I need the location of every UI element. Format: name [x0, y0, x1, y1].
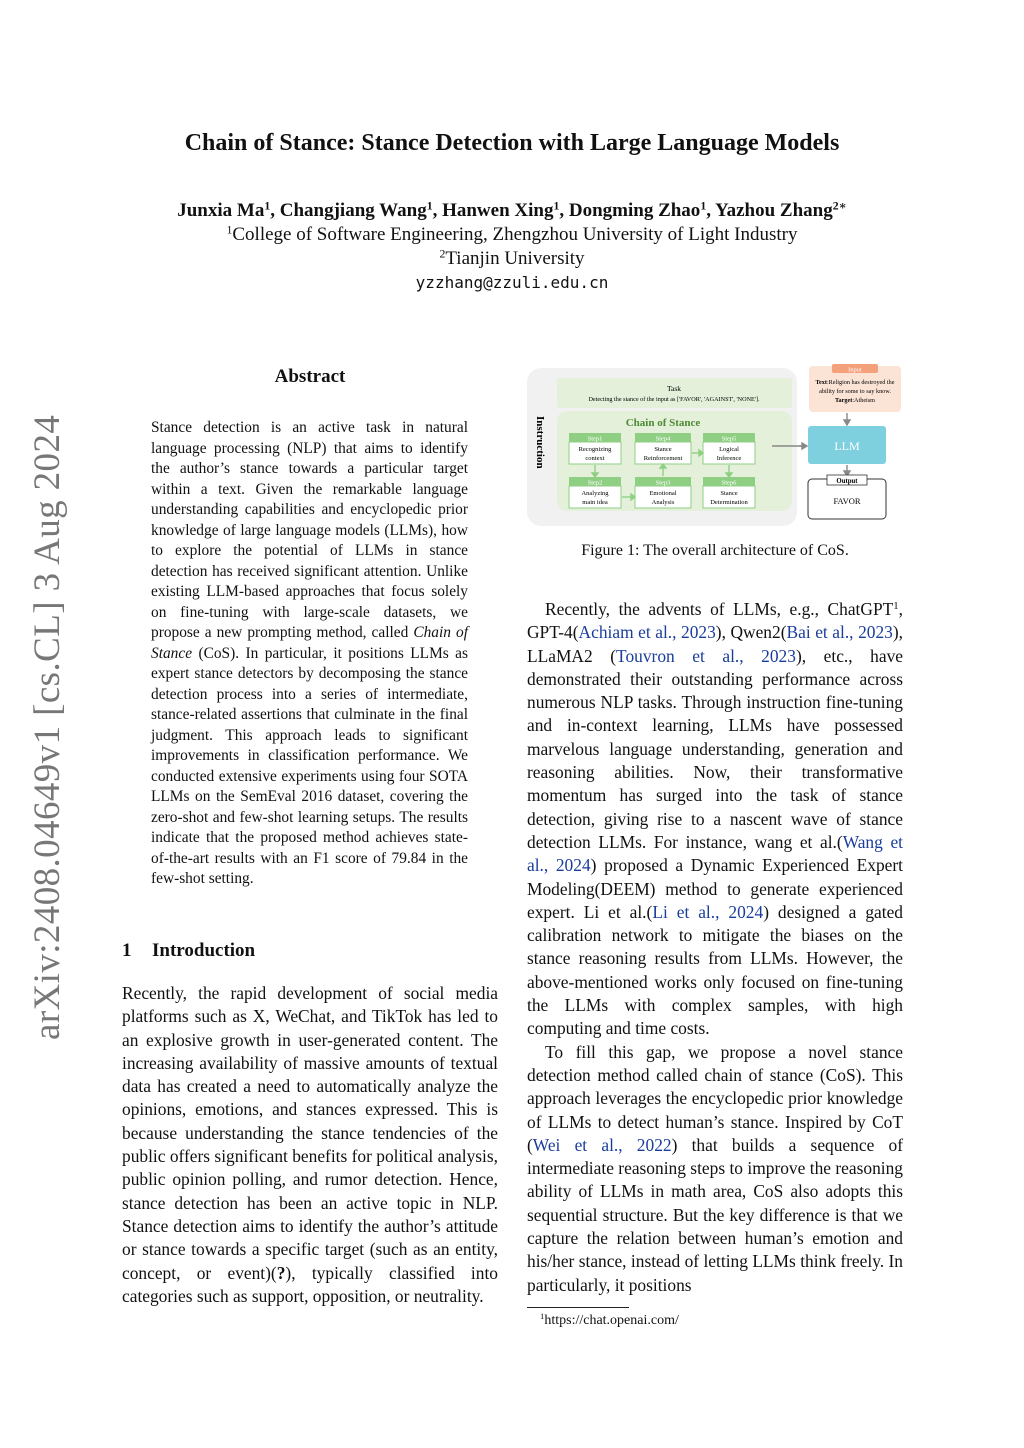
author-mark: 1 [264, 199, 271, 213]
affiliation-text: College of Software Engineering, Zhengzhou University of Light Industry [232, 224, 798, 245]
footnote-mark: 1 [540, 1311, 545, 1322]
affiliation-text: Tianjin University [445, 248, 585, 269]
step-label: Step1 [587, 435, 603, 443]
affiliation-2 [0, 248, 1024, 270]
citation-link[interactable]: Achiam et al., 2023 [578, 622, 716, 643]
step-text: Emotional [649, 490, 677, 497]
output-box [808, 475, 886, 519]
body-text: ) proposed a Dynamic Experienced Expert Modeling(DEEM) method to generate experienced expert. Li et al.( [527, 855, 904, 922]
step-label: Step4 [655, 435, 671, 443]
step-text: Determination [710, 499, 748, 506]
body-text: Recently, the rapid development of social media platforms such as X, WeChat, and TikTok has led to an explosive growth in user-generated content. The increasing availability of massive amounts of textual data has created a need to automatically analyze the opinions, emotions, and stances expressed. This is because understanding the stance tendencies of the public offers significant benefits for political analysis, public opinion polling, and rumor detection. Hence, stance detection has been an active topic in NLP. Stance detection aims to identify the author’s attitude or stance towards a specific target (such as an entity, concept, or event)( [122, 983, 498, 1283]
paper-title: Chain of Stance: Stance Detection with Large Language Models [184, 130, 840, 156]
input-key: Text [815, 379, 827, 386]
figure-caption: Figure 1: The overall architecture of CoS. [581, 542, 849, 559]
step-text: Stance [720, 490, 738, 497]
author-name: Hanwen Xing [442, 200, 554, 221]
citation-link[interactable]: Touvron et al., 2023 [616, 645, 796, 666]
author-mark: 2∗ [832, 199, 847, 213]
contact-email[interactable]: yzzhang@zzuli.edu.cn [415, 273, 609, 292]
author-name: Changjiang Wang [279, 200, 427, 221]
step-label: Step6 [721, 479, 737, 487]
step-text: Reinforcement [643, 455, 683, 462]
step-box-6 [703, 477, 755, 508]
citation-link[interactable]: Wang et al., 2024 [527, 831, 903, 876]
step-text: Analyzing [581, 490, 609, 497]
step-label: Step5 [721, 435, 737, 443]
abstract-body [151, 418, 468, 890]
step-text: Analysis [651, 499, 675, 506]
footnote-rule [527, 1307, 629, 1308]
author-mark: 1 [553, 199, 560, 213]
author-mark: 1 [426, 199, 433, 213]
step-box-3 [635, 477, 691, 508]
arxiv-side-stamp: arXiv:2408.04649v1 [cs.CL] 3 Aug 2024 [27, 414, 68, 1040]
input-key: Target [835, 397, 853, 404]
output-value: FAVOR [833, 496, 861, 506]
author-name: Junxia Ma [177, 200, 265, 221]
input-text: ability for some to say know. [819, 388, 891, 395]
body-paragraph [527, 1041, 903, 1297]
affiliation-1 [0, 224, 1024, 246]
body-text: Recently, the advents of LLMs, e.g., ChatGPT [545, 599, 894, 619]
input-label: Input [848, 366, 862, 374]
method-name: Chain of Stance [151, 624, 468, 662]
svg-text:Text:Religion has destroyed th [815, 379, 894, 386]
abstract-text: Stance detection is an active task in natural language processing (NLP) that aims to identify the author’s stance towards a particular target within a text. Given the remarkable language understanding capabilities and encyclopedic prior knowledge of large language models (LLMs), how to explore the potential of LLMs in stance detection has received significant attention. Unlike existing LLM-based approaches that focus solely on fine-tuning with large-scale datasets, we propose a new prompting method, called [151, 419, 468, 641]
step-box-1 [569, 433, 621, 464]
step-label: Step2 [587, 479, 603, 487]
input-text: :Atheism [852, 397, 875, 404]
section-heading [122, 940, 255, 962]
citation-link[interactable]: Wei et al., 2022 [532, 1134, 672, 1155]
body-text: , GPT-4( [527, 599, 903, 643]
llm-label: LLM [834, 439, 860, 453]
section-number: 1 [122, 940, 132, 961]
chain-title: Chain of Stance [625, 417, 701, 429]
affiliation-mark: 1 [226, 223, 233, 237]
footnote-url[interactable]: https://chat.openai.com/ [544, 1313, 679, 1328]
author-list: Junxia Ma$^1$, Changjiang Wang$^1$, Hanwen Xing$^1$, Dongming Zhao$^1$, Yazhou Zhang$^{2∗}$ [177, 199, 847, 221]
step-text: Recognizing [578, 446, 612, 453]
author-name: Yazhou Zhang [715, 200, 833, 221]
input-box [809, 364, 901, 412]
step-label: Step3 [655, 479, 671, 487]
abstract-text: (CoS). In particular, it positions LLMs as expert stance detectors by decomposing the stance detection process into a series of intermediate, stance-related assertions that culminate in the final judgment. This approach leads to significant improvements in classification performance. We conducted extensive experiments using four SOTA LLMs on the SemEval 2016 dataset, covering the zero-shot and few-shot learning setups. The results indicate that the proposed method achieves state-of-the-art results with an F1 score of 79.84 in the few-shot setting. [151, 644, 468, 887]
intro-paragraph [122, 982, 498, 1308]
svg-text:Target:Atheism [835, 397, 875, 404]
right-column [527, 598, 903, 1297]
body-paragraph [527, 598, 903, 1041]
task-box [557, 378, 792, 408]
author-mark: 1 [700, 199, 707, 213]
input-text: :Religion has destroyed the [826, 379, 895, 386]
body-text: ), typically classified into categories such as support, opposition, or neutrality. [122, 1262, 498, 1306]
citation-link[interactable]: Bai et al., 2023 [786, 622, 893, 643]
missing-citation: ? [276, 1262, 286, 1283]
step-box-2 [569, 477, 621, 508]
body-text: ), Qwen2( [715, 622, 787, 643]
abstract-heading: Abstract [274, 366, 346, 387]
instruction-label: Instruction [534, 416, 546, 469]
step-text: main idea [582, 499, 608, 506]
body-text: To fill this gap, we propose a novel stance detection method called chain of stance (CoS). This approach leverages the encyclopedic prior knowledge of LLMs to detect human’s stance. Inspired by CoT ( [527, 1041, 903, 1155]
task-text: Detecting the stance of the input as ['FAVOR', 'AGAINST', 'NONE']. [588, 396, 760, 403]
step-text: Stance [654, 446, 672, 453]
task-title: Task [666, 384, 682, 393]
step-text: Inference [716, 455, 742, 462]
step-text: Logical [719, 446, 739, 453]
body-text: ) designed a gated calibration network to mitigate the biases on the stance reasoning results from LLMs. However, the above-mentioned works only focused on fine-tuning the LLMs with complex samples, with high computing and time costs. [527, 901, 903, 1039]
section-title: Introduction [152, 940, 256, 961]
figure-1-architecture [527, 364, 905, 530]
step-box-4 [635, 433, 691, 464]
step-box-5 [703, 433, 755, 464]
footnote [540, 1313, 679, 1329]
body-text: ), LLaMA2 ( [527, 622, 903, 666]
citation-link[interactable]: Li et al., 2024 [652, 901, 764, 922]
output-label: Output [836, 478, 858, 485]
author-name: Dongming Zhao [568, 200, 701, 221]
footnote-mark: 1 [893, 600, 899, 613]
body-text: ), etc., have demonstrated their outstanding performance across numerous NLP tasks. Through instruction fine-tuning and in-context learning, LLMs have possessed marvelous language understanding, generation and reasoning abilities. Now, their transformative momentum has surged into the task of stance detection, giving rise to a nascent wave of stance detection LLMs. For instance, wang et al.( [527, 645, 903, 852]
step-text: context [585, 455, 605, 462]
body-text: ) that builds a sequence of intermediate reasoning steps to improve the reasoning ability of LLMs in math area, CoS also adopts this sequential structure. But the key difference is that we capture the relation between human’s emotion and his/her stance, instead of letting LLMs think freely. In particularly, it positions [527, 1134, 903, 1295]
affiliation-mark: 2 [439, 247, 446, 261]
